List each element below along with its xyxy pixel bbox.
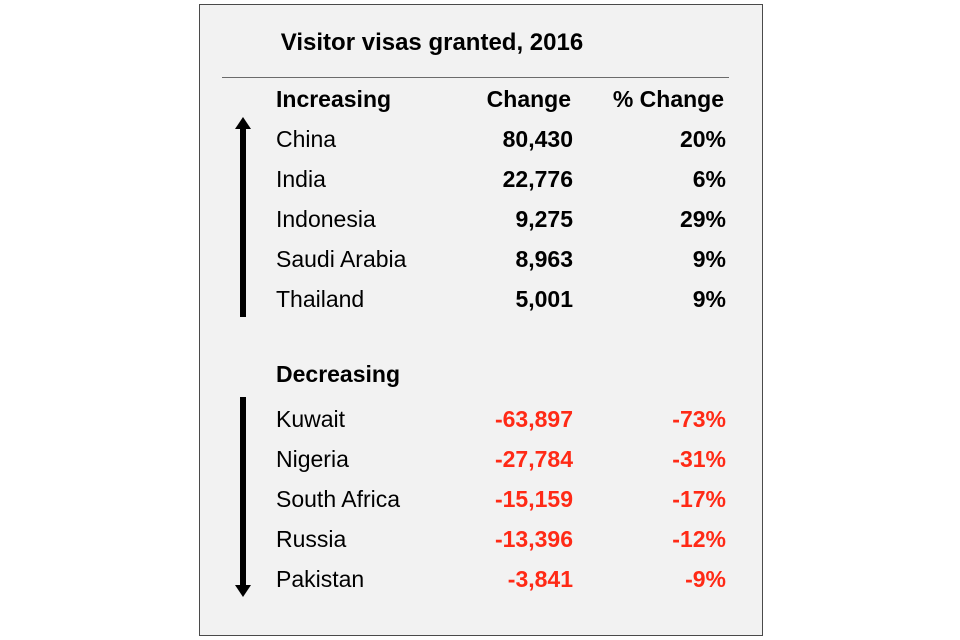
pct-change-value: -17% bbox=[672, 486, 726, 512]
change-value: -63,897 bbox=[494, 406, 573, 432]
table-row bbox=[200, 484, 764, 514]
pct-change-value: -9% bbox=[685, 566, 726, 592]
table-row bbox=[200, 244, 764, 274]
table-row bbox=[200, 444, 764, 474]
pct-change-value: 29% bbox=[679, 206, 726, 232]
pct-change-value: 20% bbox=[679, 126, 726, 152]
pct-change-value: -31% bbox=[672, 446, 726, 472]
country-name: Thailand bbox=[276, 286, 365, 312]
section-label-decreasing: Decreasing bbox=[276, 361, 401, 387]
column-header-change: Change bbox=[486, 86, 571, 112]
change-value: -3,841 bbox=[507, 566, 573, 592]
country-name: Saudi Arabia bbox=[276, 246, 407, 272]
change-value: 22,776 bbox=[502, 166, 573, 192]
table-panel bbox=[199, 4, 763, 636]
change-value: -15,159 bbox=[494, 486, 573, 512]
table-row bbox=[200, 524, 764, 554]
pct-change-value: 9% bbox=[692, 246, 726, 272]
change-value: 8,963 bbox=[515, 246, 573, 272]
table-row bbox=[200, 204, 764, 234]
country-name: India bbox=[276, 166, 326, 192]
change-value: 9,275 bbox=[515, 206, 573, 232]
title-divider bbox=[222, 77, 729, 78]
chart-title: Visitor visas granted, 2016 bbox=[280, 29, 584, 56]
change-value: 5,001 bbox=[515, 286, 573, 312]
country-name: Russia bbox=[276, 526, 347, 552]
pct-change-value: 6% bbox=[692, 166, 726, 192]
table-row bbox=[200, 124, 764, 154]
country-name: Pakistan bbox=[276, 566, 365, 592]
change-value: -13,396 bbox=[494, 526, 573, 552]
table-row bbox=[200, 404, 764, 434]
country-name: Kuwait bbox=[276, 406, 346, 432]
table-row bbox=[200, 564, 764, 594]
country-name: South Africa bbox=[276, 486, 401, 512]
change-value: -27,784 bbox=[494, 446, 573, 472]
pct-change-value: -12% bbox=[672, 526, 726, 552]
column-header-pct-change: % Change bbox=[612, 86, 724, 112]
pct-change-value: -73% bbox=[672, 406, 726, 432]
section-label-increasing: Increasing bbox=[276, 86, 392, 112]
country-name: Nigeria bbox=[276, 446, 349, 472]
table-row bbox=[200, 284, 764, 314]
pct-change-value: 9% bbox=[692, 286, 726, 312]
change-value: 80,430 bbox=[502, 126, 573, 152]
country-name: Indonesia bbox=[276, 206, 376, 232]
country-name: China bbox=[276, 126, 337, 152]
table-row bbox=[200, 164, 764, 194]
